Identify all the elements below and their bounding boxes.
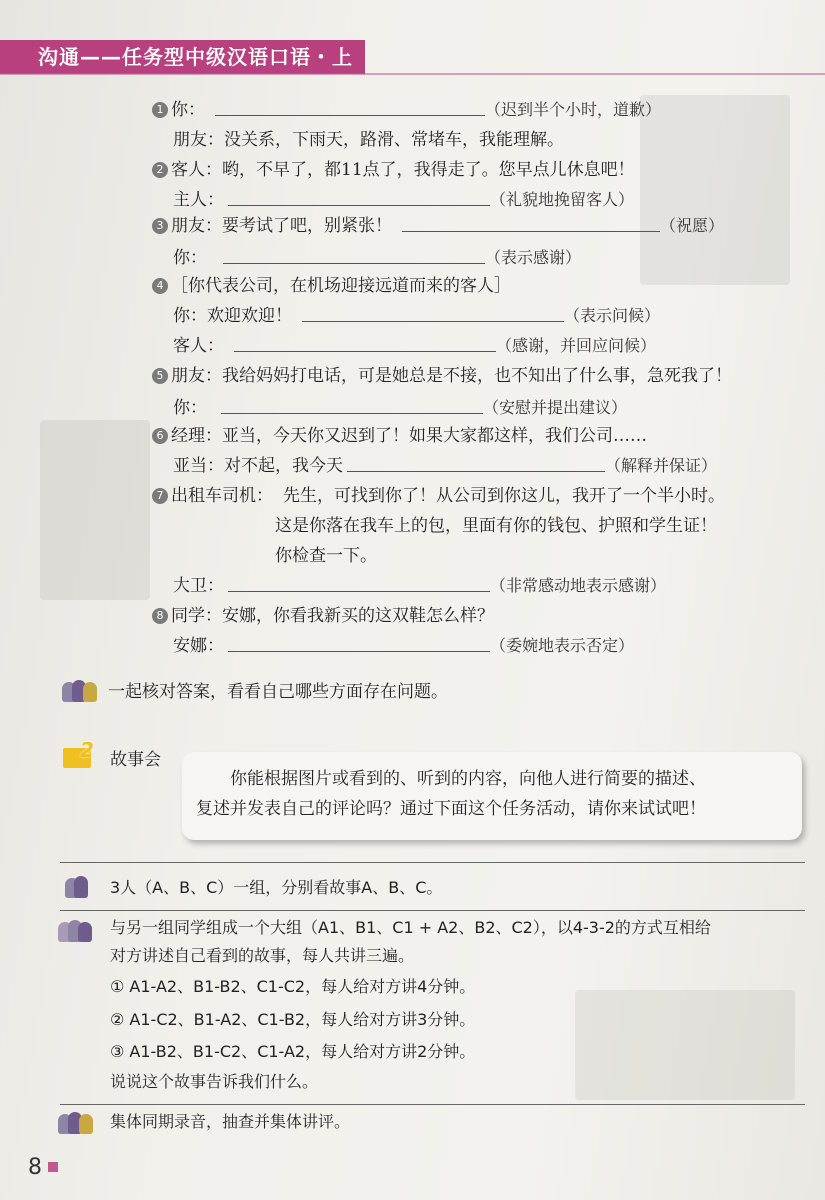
dialogue-text: 要考试了吧，别紧张！ bbox=[222, 216, 392, 236]
speaker-label: 经理： bbox=[171, 426, 222, 446]
item-4-line-a bbox=[173, 304, 660, 328]
item-number-badge: 6 bbox=[152, 428, 168, 444]
task-2-text: 对方讲述自己看到的故事，每人共讲三遍。 bbox=[110, 946, 415, 965]
item-number-badge: 5 bbox=[152, 368, 168, 384]
task-hint: （表示感谢） bbox=[485, 248, 582, 267]
dialogue-text: 这是你落在我车上的包，里面有你的钱包、护照和学生证！ bbox=[275, 516, 717, 536]
answer-blank[interactable] bbox=[221, 397, 483, 414]
task-hint: （表示问候） bbox=[564, 306, 661, 325]
dialogue-text: 哟，不早了，都11点了，我得走了。您早点儿休息吧！ bbox=[222, 160, 635, 180]
speaker-label: 你： bbox=[171, 100, 205, 120]
task-hint: （委婉地表示否定） bbox=[490, 636, 635, 655]
speaker-label: 朋友： bbox=[171, 366, 222, 386]
task-3-text: 集体同期录音，抽查并集体讲评。 bbox=[110, 1112, 351, 1131]
task-hint: （感谢，并回应问候） bbox=[496, 336, 657, 355]
item-1-line-a bbox=[152, 98, 661, 122]
answer-blank[interactable] bbox=[302, 305, 564, 322]
dialogue-text: 对不起，我今天 bbox=[224, 456, 343, 476]
page-number: 8 bbox=[28, 1155, 42, 1180]
speaker-label: 亚当： bbox=[173, 456, 224, 476]
item-8-line-b bbox=[173, 634, 634, 658]
section-number-badge: 2 bbox=[63, 744, 97, 770]
item-7-line-a2 bbox=[275, 514, 717, 538]
story-intro-box bbox=[182, 752, 802, 840]
speaker-label: 客人： bbox=[173, 336, 224, 356]
item-7-line-a bbox=[152, 484, 725, 508]
dialogue-text: 我给妈妈打电话，可是她总是不接，也不知出了什么事，急死我了！ bbox=[222, 366, 732, 386]
answer-blank[interactable] bbox=[223, 247, 485, 264]
task-hint: （礼貌地挽留客人） bbox=[490, 190, 635, 209]
speaker-label: 你： bbox=[173, 248, 207, 268]
item-7-line-a3 bbox=[275, 544, 377, 568]
speaker-label: 主人： bbox=[173, 190, 224, 210]
item-number-badge: 4 bbox=[152, 278, 168, 294]
speaker-label: 安娜： bbox=[173, 636, 224, 656]
page-number-marker bbox=[48, 1162, 58, 1172]
speaker-label: 你： bbox=[173, 306, 207, 326]
item-3-line-b bbox=[173, 246, 581, 270]
dialogue-text: 安娜，你看我新买的这双鞋怎么样？ bbox=[222, 606, 494, 626]
dialogue-text: 没关系，下雨天，路滑、常堵车，我能理解。 bbox=[224, 130, 564, 150]
group-people-icon bbox=[58, 1110, 96, 1134]
check-answers-text: 一起核对答案，看看自己哪些方面存在问题。 bbox=[108, 682, 448, 702]
item-6-line-a bbox=[152, 424, 647, 448]
task-hint: （非常感动地表示感谢） bbox=[490, 576, 667, 595]
answer-blank[interactable] bbox=[234, 335, 496, 352]
intro-text: 复述并发表自己的评论吗？通过下面这个任务活动，请你来试试吧！ bbox=[196, 799, 706, 819]
speaker-label: 出租车司机： bbox=[171, 486, 273, 506]
item-2-line-a bbox=[152, 158, 635, 182]
divider bbox=[60, 862, 805, 863]
bleed-through-shape bbox=[40, 420, 150, 600]
item-1-line-b bbox=[173, 128, 564, 152]
item-4-context bbox=[152, 274, 511, 298]
item-number-badge: 1 bbox=[152, 102, 168, 118]
bleed-through-shape bbox=[575, 990, 795, 1100]
speaker-label: 朋友： bbox=[171, 216, 222, 236]
item-number-badge: 8 bbox=[152, 608, 168, 624]
item-8-line-a bbox=[152, 604, 494, 628]
item-7-line-b bbox=[173, 574, 666, 598]
task-2-step: ③ A1-B2、B1-C2、C1-A2，每人给对方讲2分钟。 bbox=[110, 1042, 476, 1061]
speaker-label: 同学： bbox=[171, 606, 222, 626]
group-people-icon bbox=[65, 874, 91, 898]
task-2-text: 与另一组同学组成一个大组（A1、B1、C1 + A2、B2、C2），以4-3-2的方式互相给 bbox=[110, 918, 711, 937]
item-5-line-a bbox=[152, 364, 732, 388]
answer-blank[interactable] bbox=[347, 455, 605, 472]
answer-blank[interactable] bbox=[228, 189, 490, 206]
bleed-through-shape bbox=[640, 95, 790, 285]
task-hint: （解释并保证） bbox=[605, 456, 718, 475]
answer-blank[interactable] bbox=[215, 99, 485, 116]
item-number-badge: 3 bbox=[152, 218, 168, 234]
task-2-step: ① A1-A2、B1-B2、C1-C2，每人给对方讲4分钟。 bbox=[110, 977, 476, 996]
divider bbox=[60, 1104, 805, 1105]
book-title-banner: 沟通——任务型中级汉语口语・上 bbox=[0, 40, 365, 74]
dialogue-text: 欢迎欢迎！ bbox=[207, 306, 292, 326]
dialogue-text: 先生，可找到你了！从公司到你这儿，我开了一个半小时。 bbox=[283, 486, 725, 506]
item-number-badge: 2 bbox=[152, 162, 168, 178]
task-2-closing: 说说这个故事告诉我们什么。 bbox=[110, 1072, 319, 1091]
section-title: 故事会 bbox=[110, 750, 161, 770]
task-hint: （迟到半个小时，道歉） bbox=[485, 100, 662, 119]
item-6-line-b bbox=[173, 454, 717, 478]
item-3-line-a bbox=[152, 214, 724, 238]
scenario-context: ［你代表公司，在机场迎接远道而来的客人］ bbox=[171, 276, 511, 296]
task-1-text: 3人（A、B、C）一组，分别看故事A、B、C。 bbox=[110, 878, 443, 897]
item-5-line-b bbox=[173, 396, 627, 420]
dialogue-text: 你检查一下。 bbox=[275, 546, 377, 566]
divider bbox=[60, 910, 805, 911]
header-rule bbox=[0, 73, 825, 75]
speaker-label: 客人： bbox=[171, 160, 222, 180]
answer-blank[interactable] bbox=[402, 215, 660, 232]
answer-blank[interactable] bbox=[228, 575, 490, 592]
group-people-icon bbox=[58, 918, 94, 942]
speaker-label: 你： bbox=[173, 398, 207, 418]
speaker-label: 大卫： bbox=[173, 576, 224, 596]
task-hint: （祝愿） bbox=[660, 216, 725, 235]
dialogue-text: 亚当，今天你又迟到了！如果大家都这样，我们公司…… bbox=[222, 426, 647, 446]
task-hint: （安慰并提出建议） bbox=[483, 398, 628, 417]
intro-text: 你能根据图片或看到的、听到的内容，向他人进行简要的描述、 bbox=[230, 769, 706, 789]
item-4-line-b bbox=[173, 334, 656, 358]
answer-blank[interactable] bbox=[228, 635, 490, 652]
item-2-line-b bbox=[173, 188, 634, 212]
task-2-step: ② A1-C2、B1-A2、C1-B2，每人给对方讲3分钟。 bbox=[110, 1010, 476, 1029]
group-people-icon bbox=[62, 678, 100, 702]
item-number-badge: 7 bbox=[152, 488, 168, 504]
speaker-label: 朋友： bbox=[173, 130, 224, 150]
